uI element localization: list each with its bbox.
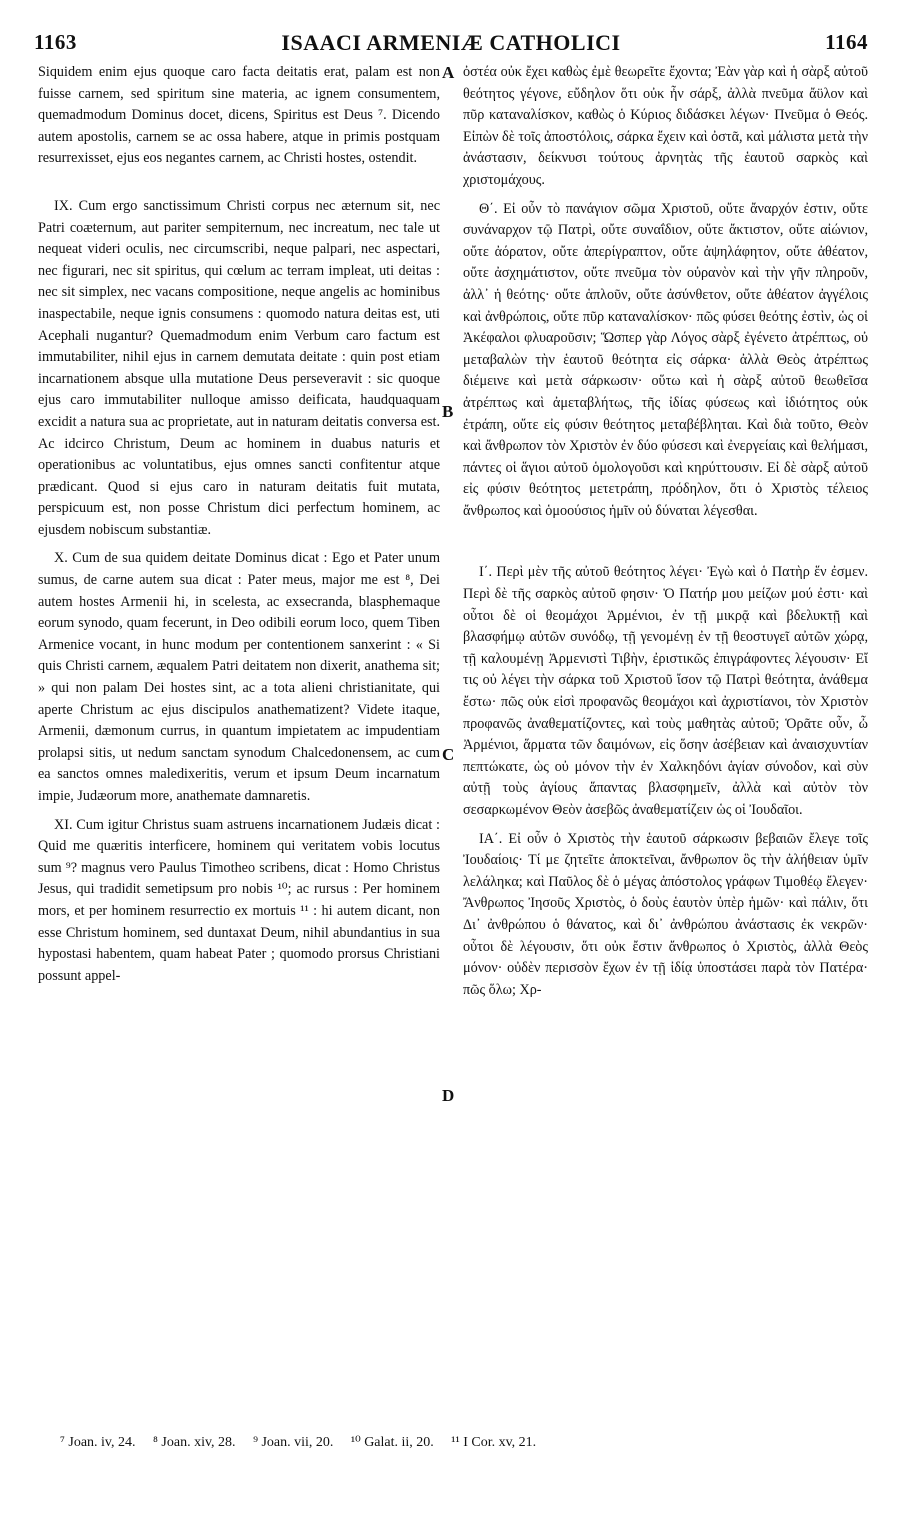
footnote-10: ¹⁰ Galat. ii, 20.: [350, 1435, 434, 1450]
greek-paragraph-theta: Θ΄. Εἰ οὖν τὸ πανάγιον σῶμα Χριστοῦ, οὔτε ἄναρχόν ἐστιν, οὔτε συνάναρχον τῷ Πατρὶ, οὔτε συναΐδιον, οὔτε ἄκτιστον, οὔτε αἰώνιον, οὔτε ἀόρατον, οὔτε ἀπερίγραπτον, οὔτε ἀψηλάφητον, οὔτε ἀθέατον, οὔτε ἀσχημάτιστον, οὔτε πνεῦμα τὸν οὐρανὸν καὶ τὴν γῆν πληροῦν, ἀλλ᾽ ἡ θεότης· οὔτε ἁπλοῦν, οὔτε ἀσύνθετον, οὔτε ἀθέατον ἀγγέλοις καὶ ἀνθρώποις, οὔτε πῦρ καταναλίσκον· πῶς φύσει θεότης ἐστὶν, ὡς οἱ Ἀκέφαλοι φλυαροῦσιν; Ὥσπερ γὰρ Λόγος σὰρξ ἐγένετο ἀτρέπτως, οὐ μεταβαλὼν τὴν ἑαυτοῦ θεότητα εἰς σάρκα· ἀλλὰ Θεὸς ἀτρέπτως διέμεινε καὶ μετὰ σάρκωσιν· οὕτω καὶ ἡ σὰρξ αὐτοῦ θεωθεῖσα ἀτρέπτως καὶ ἀμεταβλήτως, τῆς ἰδίας φύσεως καὶ ἰδιότητος οὐκ ἐτράπη, οὔτε εἰς φύσιν θεότητος μεταβέβληται. Καὶ διὰ τοῦτο, Θεὸν καὶ ἄνθρωπον τὸν Χριστὸν ἐν δύο φύσεσι καὶ ἐνεργείαις καὶ θελήμασι, πάντες οἱ ἅγιοι αὐτοῦ ὁμολογοῦσι καὶ κηρύττουσιν. Εἰ δὲ σὰρξ αὐτοῦ εἰς φύσιν θεότητος μετετράπη, πρόδηλον, ὅτι ὁ Χριστὸς τέλειος ἄνθρωπος καὶ ὁμοούσιος ἡμῖν οὐ δύναται λέγεσθαι.: [463, 200, 868, 519]
footnote-9: ⁹ Joan. vii, 20.: [253, 1435, 334, 1450]
latin-paragraph-ix: IX. Cum ergo sanctissimum Christi corpus nec æternum sit, nec Patri coæternum, aut pariter sempiternum, nec increatum, nec tale ut nequeat videri oculis, nec circumscribi, neque palpari, nec aspectari, nec figurari, nec sit spiritus, qui cœlum ac terram impleat, uti deitas : nec sit simplex, nec vacans compositione, neque angelis ac hominibus inaspectabile, neque ignis consumens : quomodo natura deitas est, uti Acephali nugantur? Quemadmodum enim Verbum caro factum est immutabiliter, nihil ejus in carnem demutata deitate : quin post etiam incarnationem absque ulla mutatione Deus perseveravit : sic quoque ejus caro immutabiliter nulloque amisso deificata, haudquaquam excidit a natura sua ac proprietate, aut in naturam deitatis conversa est. Ac idcirco Christum, Deum ac hominem in duabus naturis et operationibus ac voluntatibus, ejus omnes sancti confitentur atque prædicant. Quod si ejus caro in naturam deitatis fuit mutata, perspicuum est, non posse Christum dici perfectum hominem, ac ejusdem nobiscum substantiæ.: [38, 197, 440, 538]
page-number-left: 1163: [34, 30, 77, 54]
footnotes: [60, 1433, 864, 1453]
latin-paragraph-x: X. Cum de sua quidem deitate Dominus dicat : Ego et Pater unum sumus, de carne autem sua dicat : Pater meus, major me est ⁸, Dei autem hostes Armenii hi, in scelesta, ac exsecranda, blasphemaque eorum synodo, quam fecerunt, in Deo odibili eorum loco, quem Tiben Armenice vocant, in hunc modum per contentionem sanxerint : « Si quis Christi carnem, æqualem Patri deitatem non dixerit, anathema sit; » qui non palam Dei hostes sint, ac a tota alieni christianitate, qui aperte Christum ac ejus discipulos anathematizent? Videte itaque, Armenii, dæmonum currus, in quantum impietatem ac impudentiam prolapsi sitis, ut nedum sanctam synodum Chalcedonensem, ac cum ea sanctos omnes maledixeritis, verum et ipsum Deum incarnatum impie, Judæorum more, anathemate damnaretis.: [38, 550, 440, 804]
running-title: ISAACI ARMENIÆ CATHOLICI: [281, 30, 621, 55]
greek-paragraph-iota-alpha: ΙΑ΄. Εἰ οὖν ὁ Χριστὸς τὴν ἑαυτοῦ σάρκωσιν βεβαιῶν ἔλεγε τοῖς Ἰουδαίοις· Τί με ζητεῖτε ἀποκτεῖναι, ἄνθρωπον ὃς τὴν ἀλήθειαν ὑμῖν λελάληκα; καὶ Παῦλος δὲ ὁ μέγας ἀπόστολος γράφων Τιμοθέῳ ἔλεγεν· Ἄνθρωπος Ἰησοῦς Χριστὸς, ὁ δοὺς ἑαυτὸν ὑπὲρ ἡμῶν· καὶ πάλιν, ὅτι Δι᾽ ἀνθρώπου ὁ θάνατος, καὶ δι᾽ ἀνθρώπου ἀνάστασις ἐκ νεκρῶν· οὗτοι δὲ λέγουσιν, ὅτι οὐκ ἔστιν ἄνθρωπος ὁ Χριστὸς, ἀλλὰ Θεὸς μόνον· οὐδὲν περισσὸν ἔχων ἐν τῇ ἰδίᾳ ὑποστάσει παρὰ τὸν Πατέρα· πῶς ὅλω; Χρ-: [463, 830, 868, 998]
greek-paragraph-iota: Ι΄. Περὶ μὲν τῆς αὐτοῦ θεότητος λέγει· Ἐγὼ καὶ ὁ Πατὴρ ἕν ἐσμεν. Περὶ δὲ τῆς σαρκὸς αὐτοῦ φησιν· Ὁ Πατήρ μου μείζων μού ἐστι· καὶ οὗτοι δὲ οἱ θεομάχοι Ἀρμένιοι, ἐν τῇ μικρᾷ καὶ βδελυκτῇ καὶ βλασφήμῳ αὐτῶν συνόδῳ, τῇ γενομένῃ ἐν τῇ θεοστυγεῖ αὐτῶν χώρᾳ, τῇ καλουμένῃ Ἀρμενιστὶ Τιβὴν, ἐριστικῶς ἐπιγράφοντες λέγουσιν· Εἴ τις οὐ λέγει τὴν σάρκα τοῦ Χριστοῦ ἴσον τῷ Πατρὶ θεότητα, ἀνάθεμα ἔστω· πῶς οὐκ εἰσὶ προφανῶς θεομάχοι καὶ ἀχριστίανοι, τὸν Χριστὸν προφανῶς ἀναθεματίζοντες, καὶ τοὺς μαθητὰς αὐτοῦ; Ὁρᾶτε οὖν, ὦ Ἀρμένιοι, ἅρματα τῶν δαιμόνων, εἰς ὅσην ἀσέβειαν καὶ ἀναισχυντίαν πεπτώκατε, ὡς οὐ μόνον τὴν ἐν Χαλκηδόνι ἁγίαν σύνοδον, καὶ σὺν αὐτῇ τοὺς ἁγίους ἅπαντας βλασφημεῖν, ἀλλὰ καὶ αὐτὸν τὸν σεσαρκωμένον Θεὸν ἀσεβῶς ἀναθεματίζειν ὡς οἱ Ἰουδαῖοι.: [463, 564, 868, 818]
latin-column: [38, 62, 440, 994]
latin-paragraph-xi: XI. Cum igitur Christus suam astruens incarnationem Judæis dicat : Quid me quæritis interficere, hominem qui veritatem vobis locutus sum ⁹? magnus vero Paulus Timotheo scribens, dicat : Homo Christus Jesus, qui tradidit semetipsum pro nobis ¹⁰; ac rursus : Per hominem mors, et per hominem resurrectio ex mortuis ¹¹ : hi autem dicant, non esse Christum hominem, sed duntaxat Deum, nihil abundantius in sua hypostasi habentem, quam habeat Pater ; quomodo prorsus Christiani possunt appel-: [38, 816, 440, 984]
page-header: [34, 30, 868, 60]
footnote-8: ⁸ Joan. xiv, 28.: [153, 1435, 236, 1450]
page-number-right: 1164: [825, 30, 868, 54]
margin-marker-d: D: [442, 1086, 455, 1105]
footnote-7: ⁷ Joan. iv, 24.: [60, 1435, 136, 1450]
latin-paragraph-1: Siquidem enim ejus quoque caro facta deitatis erat, palam est non fuisse carnem, sed spiritum sine materia, ac ignem consumentem, quemadmodum Dominus docet, dicens, Spiritus est Deus ⁷. Dicendo autem apostolis, carnem se ac ossa habere, atque in primis postquam resurrexisset, ejus eos negantes carnem, ac Christi hostes, ostendit.: [38, 64, 440, 167]
margin-marker-c: C: [442, 745, 455, 764]
greek-paragraph-1: ὀστέα οὐκ ἔχει καθὼς ἐμὲ θεωρεῖτε ἔχοντα; Ἐὰν γὰρ καὶ ἡ σὰρξ αὐτοῦ θεότητος γέγονε, εὔδηλον ὅτι οὐκ ἦν σάρξ, ἀλλὰ πνεῦμα ἄϋλον καὶ πῦρ καταναλίσκον, καθὼς ὁ Κύριος διδάσκει λέγων· Πνεῦμα ὁ Θεός. Εἰπὼν δὲ τοῖς ἀποστόλοις, σάρκα ἔχειν καὶ ὀστᾶ, καὶ μάλιστα μετὰ τὴν ἀνάστασιν, δείκνυσι τούτους ἀρνητὰς τῆς ἑαυτοῦ σαρκὸς καὶ χριστομάχους.: [463, 64, 868, 188]
greek-column: [463, 62, 868, 1008]
margin-marker-a: A: [442, 63, 455, 82]
margin-marker-b: B: [442, 402, 454, 421]
footnote-11: ¹¹ I Cor. xv, 21.: [451, 1435, 537, 1450]
